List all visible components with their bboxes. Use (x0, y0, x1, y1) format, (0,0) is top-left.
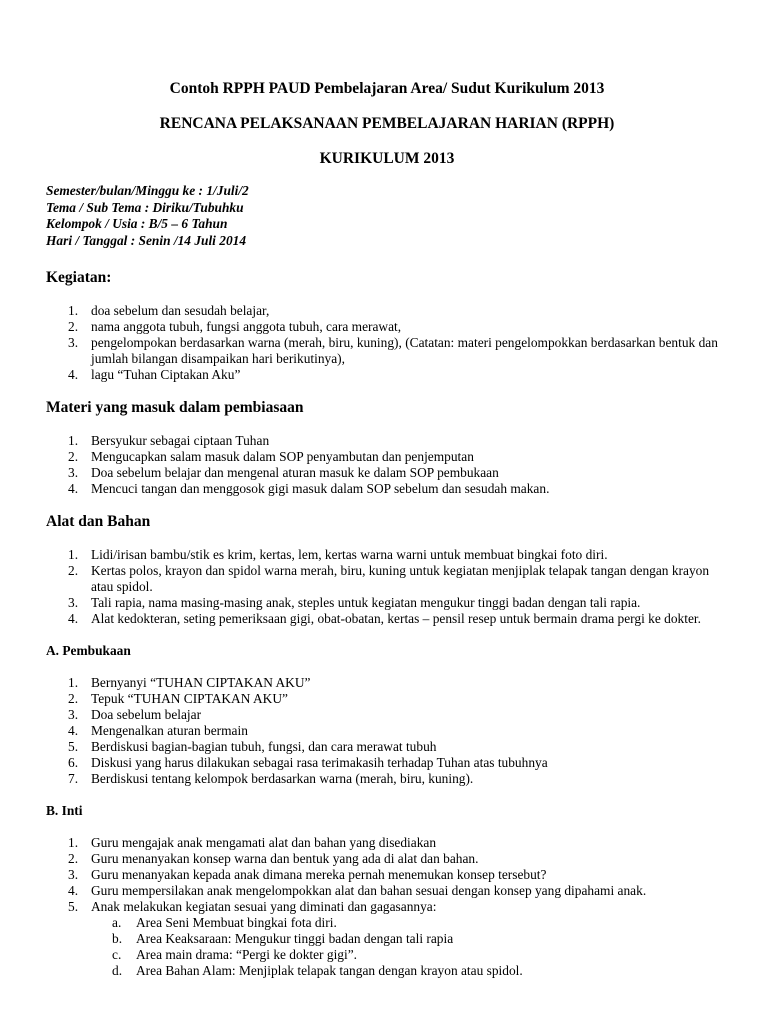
list-item: 3. pengelompokan berdasarkan warna (merah, biru, kuning), (Catatan: materi pengelompokkan berdasarkan bentuk dan jumlah bilangan disampaikan hari berikutinya), (68, 335, 718, 366)
list-item: 7. Berdiskusi tentang kelompok berdasarkan warna (merah, biru, kuning). (68, 771, 474, 786)
identity-block (46, 183, 728, 249)
list-item: 5. Berdiskusi bagian-bagian tubuh, fungsi, dan cara merawat tubuh (68, 739, 437, 754)
sub-list-item: a. Area Seni Membuat bingkai fota diri. (112, 915, 337, 930)
list-item: 2. Tepuk “TUHAN CIPTAKAN AKU” (68, 691, 288, 706)
list-item: 4. Mengenalkan aturan bermain (68, 723, 248, 738)
list-item: 1. doa sebelum dan sesudah belajar, (68, 303, 270, 318)
list-item: 4. lagu “Tuhan Ciptakan Aku” (68, 367, 241, 382)
list-item: 3. Doa sebelum belajar dan mengenal aturan masuk ke dalam SOP pembukaan (68, 465, 499, 480)
list-item: 4. Guru mempersilakan anak mengelompokkan alat dan bahan sesuai dengan konsep yang dipahami anak. (68, 883, 647, 898)
list-item: 1. Guru mengajak anak mengamati alat dan bahan yang disediakan (68, 835, 437, 850)
list-item: 4. Alat kedokteran, seting pemeriksaan gigi, obat-obatan, kertas – pensil resep untuk bermain drama pergi ke dokter. (68, 611, 701, 626)
list-item: 3. Tali rapia, nama masing-masing anak, steples untuk kegiatan mengukur tinggi badan dengan tali rapia. (68, 595, 641, 610)
inti-sub-list (46, 915, 728, 979)
meta-tema: Tema / Sub Tema : Diriku/Tubuhku (46, 199, 244, 215)
materi-list (46, 433, 728, 497)
section-heading-inti: B. Inti (46, 803, 83, 818)
sub-list-item: b. Area Keaksaraan: Mengukur tinggi badan dengan tali rapia (112, 931, 454, 946)
inti-list (46, 835, 728, 915)
document-heading-kurikulum: KURIKULUM 2013 (319, 150, 455, 167)
pembukaan-list (46, 675, 728, 787)
sub-list-item: c. Area main drama: “Pergi ke dokter gigi”. (112, 947, 357, 962)
meta-semester: Semester/bulan/Minggu ke : 1/Juli/2 (46, 183, 249, 198)
list-item: 1. Bernyanyi “TUHAN CIPTAKAN AKU” (68, 675, 311, 690)
list-item: 5. Anak melakukan kegiatan sesuai yang diminati dan gagasannya: (68, 899, 437, 914)
list-item: 4. Mencuci tangan dan menggosok gigi masuk dalam SOP sebelum dan sesudah makan. (68, 481, 550, 496)
list-item: 2. Guru menanyakan konsep warna dan bentuk yang ada di alat dan bahan. (68, 851, 479, 866)
list-item: 1. Bersyukur sebagai ciptaan Tuhan (68, 433, 270, 448)
list-item: 2. Kertas polos, krayon dan spidol warna merah, biru, kuning untuk kegiatan menjiplak telapak tangan dengan krayon atau spidol. (68, 563, 710, 594)
list-item: 3. Doa sebelum belajar (68, 707, 202, 722)
list-item: 6. Diskusi yang harus dilakukan sebagai rasa terimakasih terhadap Tuhan atas tubuhnya (68, 755, 548, 770)
kegiatan-list (46, 303, 728, 383)
list-item: 2. Mengucapkan salam masuk dalam SOP penyambutan dan penjemputan (68, 449, 474, 464)
section-heading-alat-bahan: Alat dan Bahan (46, 513, 151, 530)
document-heading-rpph: RENCANA PELAKSANAAN PEMBELAJARAN HARIAN (RPPH) (159, 115, 615, 132)
alat-bahan-list (46, 547, 728, 627)
list-item: 2. nama anggota tubuh, fungsi anggota tubuh, cara merawat, (68, 319, 402, 334)
meta-hari-tanggal: Hari / Tanggal : Senin /14 Juli 2014 (46, 232, 247, 248)
list-item: 1. Lidi/irisan bambu/stik es krim, kertas, lem, kertas warna warni untuk membuat bingkai foto diri. (68, 547, 608, 562)
section-heading-pembukaan: A. Pembukaan (46, 643, 131, 658)
meta-kelompok: Kelompok / Usia : B/5 – 6 Tahun (46, 216, 228, 231)
section-heading-kegiatan: Kegiatan: (46, 269, 112, 286)
sub-list-item: d. Area Bahan Alam: Menjiplak telapak tangan dengan krayon atau spidol. (112, 963, 523, 978)
section-heading-materi: Materi yang masuk dalam pembiasaan (46, 399, 304, 416)
list-item: 3. Guru menanyakan kepada anak dimana mereka pernah menemukan konsep tersebut? (68, 867, 547, 882)
document-title: Contoh RPPH PAUD Pembelajaran Area/ Sudut Kurikulum 2013 (169, 80, 605, 97)
